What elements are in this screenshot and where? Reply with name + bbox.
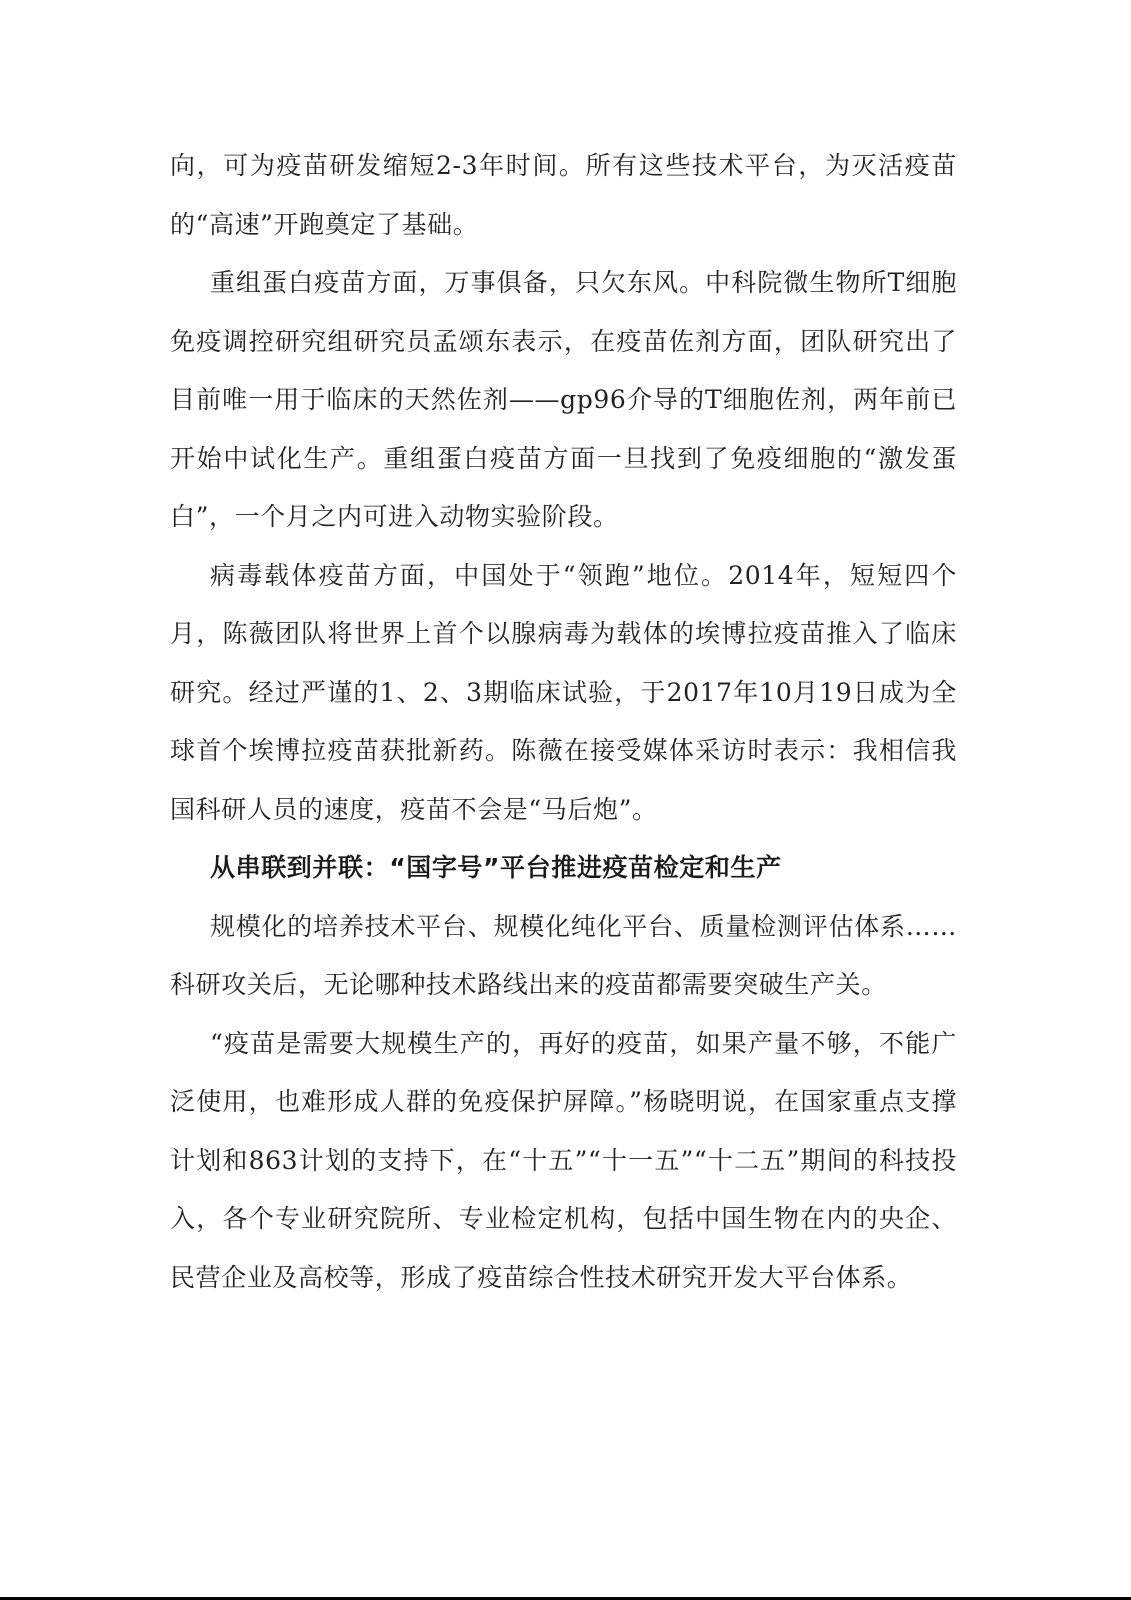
paragraph-recombinant-protein-vaccine: 重组蛋白疫苗方面，万事俱备，只欠东风。中科院微生物所T细胞免疫调控研究组研究员孟颂东表示，在疫苗佐剂方面，团队研究出了目前唯一用于临床的天然佐剂——gp96介导的T细胞佐剂，两年前已开始中试化生产。重组蛋白疫苗方面一旦找到了免疫细胞的“激发蛋白”，一个月之内可进入动物实验阶段。	[170, 268, 957, 531]
section-heading: 从串联到并联：“国字号”平台推进疫苗检定和生产	[210, 853, 782, 882]
paragraph-large-scale-production: “疫苗是需要大规模生产的，再好的疫苗，如果产量不够，不能广泛使用，也难形成人群的免疫保护屏障。”杨晓明说，在国家重点支撑计划和863计划的支持下，在“十五”“十一五”“十二五”期间的科技投入，各个专业研究院所、专业检定机构，包括中国生物在内的央企、民营企业及高校等，形成了疫苗综合性技术研究开发大平台体系。	[170, 1028, 957, 1292]
paragraph-continuation: 向，可为疫苗研发缩短2-3年时间。所有这些技术平台，为灭活疫苗的“高速”开跑奠定了基础。	[170, 151, 957, 239]
paragraph-production-platforms: 规模化的培养技术平台、规模化纯化平台、质量检测评估体系……科研攻关后，无论哪种技术路线出来的疫苗都需要突破生产关。	[170, 911, 957, 999]
paragraph-viral-vector-vaccine: 病毒载体疫苗方面，中国处于“领跑”地位。2014年，短短四个月，陈薇团队将世界上首个以腺病毒为载体的埃博拉疫苗推入了临床研究。经过严谨的1、2、3期临床试验，于2017年10月19日成为全球首个埃博拉疫苗获批新药。陈薇在接受媒体采访时表示：我相信我国科研人员的速度，疫苗不会是“马后炮”。	[170, 560, 957, 824]
document-body	[170, 137, 957, 1307]
